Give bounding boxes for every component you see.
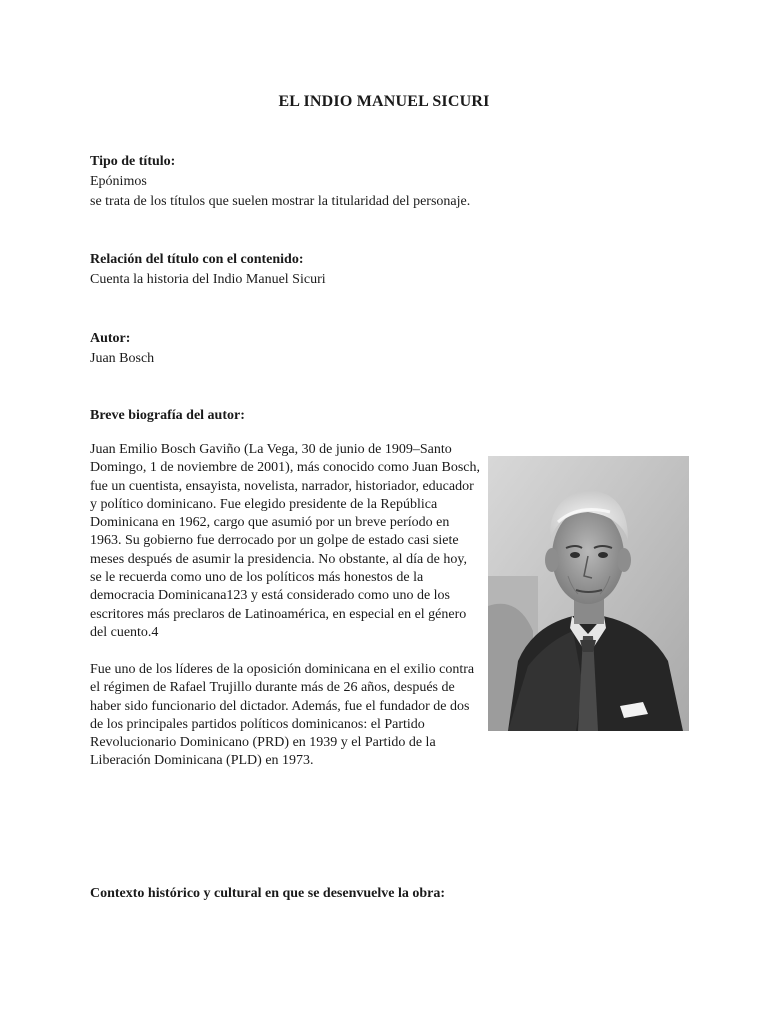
document-title: EL INDIO MANUEL SICURI [278,93,490,110]
tipo-titulo-description: se trata de los títulos que suelen mostrar la titularidad del personaje. [90,194,471,209]
biografia-heading: Breve biografía del autor: [90,408,245,423]
author-portrait-illustration [488,456,689,731]
autor-heading: Autor: [90,331,131,346]
section-contexto [90,884,690,904]
autor-name: Juan Bosch [90,351,155,366]
tipo-titulo-heading: Tipo de título: [90,154,176,169]
contexto-heading: Contexto histórico y cultural en que se desenvuelve la obra: [90,886,446,901]
author-portrait-photo [488,456,689,731]
biografia-paragraph-1: Juan Emilio Bosch Gaviño (La Vega, 30 de junio de 1909–Santo Domingo, 1 de noviembre de 2001), más conocido como Juan Bosch, fue un cuentista, ensayista, novelista, narrador, historiador, educador y político dominicano. Fue elegido presidente de la República Dominicana en 1962, cargo que asumió por un breve período en 1963. Su gobierno fue derrocado por un golpe de estado casi siete meses después de asumir la presidencia. No obstante, al día de hoy, se le recuerda como uno de los políticos más honestos de la democracia Dominicana123 y está considerado como uno de los escritores más preclaros de Latinoamérica, en especial en el género del cuento.4 [90,442,480,640]
biografia-paragraph-2: Fue uno de los líderes de la oposición dominicana en el exilio contra el régimen de Rafael Trujillo durante más de 26 años, después de haber sido funcionario del dictador. Además, fue el fundador de dos de los principales partidos políticos dominicanos: el Partido Revolucionario Dominicano (PRD) en 1939 y el Partido de la Liberación Dominicana (PLD) en 1973. [90,662,475,769]
section-autor [90,329,690,369]
section-biografia [90,406,690,426]
section-tipo-titulo [90,152,690,212]
section-relacion-titulo [90,250,690,290]
tipo-titulo-value: Epónimos [90,174,147,189]
relacion-titulo-heading: Relación del título con el contenido: [90,252,304,267]
relacion-titulo-text: Cuenta la historia del Indio Manuel Sicuri [90,272,326,287]
